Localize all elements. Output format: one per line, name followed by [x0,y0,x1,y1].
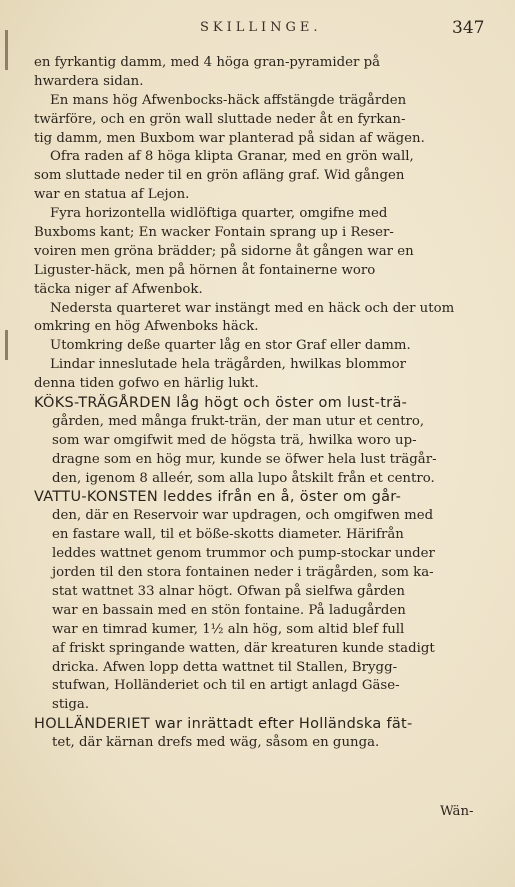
text-line: war en bassain med en stön fontaine. På ladugården [52,602,406,618]
text-line: Lindar inneslutade hela trägården, hwilkas blommor [50,357,406,373]
text-line: som war omgifwit med de högsta trä, hwilka woro up- [52,432,417,448]
text-line: stufwan, Holländeriet och til en artigt anlagd Gäse- [52,678,400,694]
text-line: dricka. Afwen lopp detta wattnet til Stallen, Brygg- [52,659,398,675]
section-heading-line: KÖKS-TRÄGÅRDEN låg högt och öster om lust-trä- [34,395,408,412]
text-line: af friskt springande watten, där kreaturen kunde stadigt [52,640,435,656]
section-heading-line: VATTU-KONSTEN leddes ifrån en å, öster om går- [34,489,402,506]
text-line: en fyrkantig damm, med 4 höga gran-pyramider på [34,55,381,70]
section-heading-line: HOLLÄNDERIET war inrättadt efter Holländska fät- [34,716,413,733]
margin-mark [5,330,8,360]
running-head: SKILLINGE. [200,20,322,35]
text-line: omkring en hög Afwenboks häck. [34,319,259,335]
text-line: Fyra horizontella widlöftiga quarter, omgifne med [50,206,388,222]
page-number: 347 [452,18,485,38]
page-header [0,18,515,40]
text-line: hwardera sidan. [34,73,144,89]
text-line: som sluttade neder til en grön afläng graf. Wid gången [34,168,405,184]
text-line: war en statua af Lejon. [34,187,190,203]
text-line: Liguster-häck, men på hörnen åt fontainerne woro [34,262,376,278]
text-line: voiren men gröna brädder; på sidorne åt gången war en [34,243,414,259]
text-line: dragne som en hög mur, kunde se öfwer hela lust trägår- [52,451,437,467]
text-line: tet, där kärnan drefs med wäg, såsom en gunga. [52,735,380,751]
text-line: en fastare wall, til et böße-skotts diameter. Härifrån [52,527,404,543]
text-line: denna tiden gofwo en härlig lukt. [34,376,259,392]
text-line: En mans hög Afwenbocks-häck affstängde trägården [50,92,407,108]
text-line: stat wattnet 33 alnar högt. Ofwan på sielfwa gården [52,583,405,599]
text-line: jorden til den stora fontainen neder i trägården, som ka- [52,565,434,581]
text-line: Ofra raden af 8 höga klipta Granar, med en grön wall, [50,149,414,165]
text-line: Nedersta quarteret war instängt med en häck och der utom [50,300,455,316]
text-line: twärföre, och en grön wall sluttade neder åt en fyrkan- [34,111,406,127]
text-line: gården, med många frukt-trän, der man utur et centro, [52,413,425,429]
body-text [34,54,486,753]
text-line: täcka niger af Afwenbok. [34,281,203,297]
catchword: Wän- [440,804,474,819]
text-line: stiga. [52,697,90,713]
text-line: leddes wattnet genom trummor och pump-stockar under [52,546,435,562]
text-line: war en timrad kumer, 1½ aln hög, som altid blef full [52,621,405,637]
text-line: den, igenom 8 alleér, som alla lupo åtskilt från et centro. [52,470,435,486]
text-line: tig damm, men Buxbom war planterad på sidan af wägen. [34,130,425,146]
text-line: Buxboms kant; En wacker Fontain sprang up i Reser- [34,225,394,241]
text-line: den, där en Reservoir war updragen, och omgifwen med [52,508,434,524]
text-line: Utomkring deße quarter låg en stor Graf eller damm. [50,338,411,354]
